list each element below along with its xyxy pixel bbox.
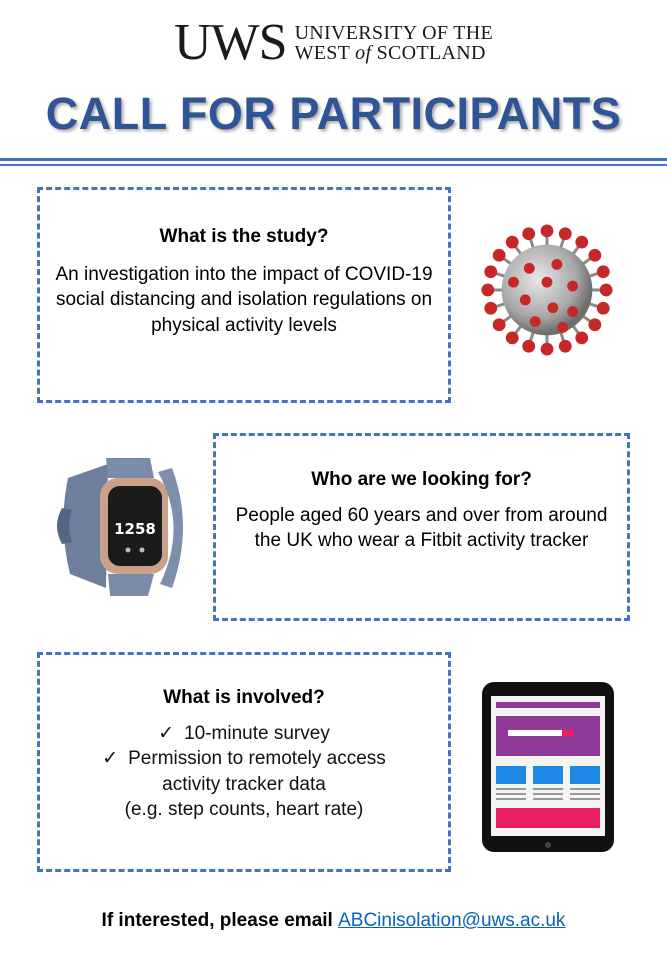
involved-item-survey	[50, 721, 438, 746]
fitness-tracker-icon	[48, 438, 188, 614]
watch-time: 1258	[114, 520, 156, 538]
page-title: CALL FOR PARTICIPANTS	[45, 88, 622, 139]
tablet-icon	[482, 682, 614, 852]
contact-line	[0, 910, 667, 932]
looking-for-box	[213, 433, 630, 621]
uws-logo	[0, 14, 667, 72]
involved-item-permission	[50, 746, 438, 771]
study-box	[37, 187, 451, 403]
logo-line-1: UNIVERSITY OF THE	[294, 21, 493, 44]
logo-west: WEST	[294, 42, 356, 64]
involved-item-permission-cont: activity tracker data	[162, 773, 326, 795]
contact-email-link[interactable]: ABCinisolation@uws.ac.uk	[338, 910, 566, 931]
logo-text	[295, 23, 493, 64]
involved-heading: What is involved?	[163, 687, 325, 708]
check-icon: ✓	[102, 748, 119, 770]
involved-item-permission-example: (e.g. step counts, heart rate)	[124, 798, 364, 820]
study-heading: What is the study?	[159, 226, 329, 247]
looking-for-heading: Who are we looking for?	[311, 469, 532, 490]
logo-scotland: SCOTLAND	[371, 42, 486, 64]
divider-bottom	[0, 164, 667, 166]
involved-item-survey-text: 10-minute survey	[184, 723, 330, 744]
involved-item-permission-text: Permission to remotely access	[128, 748, 386, 770]
logo-mark: UWS	[174, 14, 287, 71]
involved-list	[50, 721, 438, 822]
logo-of: of	[355, 42, 372, 64]
involved-box	[37, 652, 451, 872]
virus-icon	[478, 220, 616, 360]
divider-top	[0, 158, 667, 161]
looking-for-body: People aged 60 years and over from around the UK who wear a Fitbit activity tracker	[235, 505, 608, 552]
contact-prefix: If interested, please email	[101, 910, 339, 931]
logo-line-2	[295, 43, 493, 63]
check-icon: ✓	[158, 723, 175, 744]
study-body: An investigation into the impact of COVID-19 social distancing and isolation regulations on physical activity levels	[55, 264, 433, 336]
